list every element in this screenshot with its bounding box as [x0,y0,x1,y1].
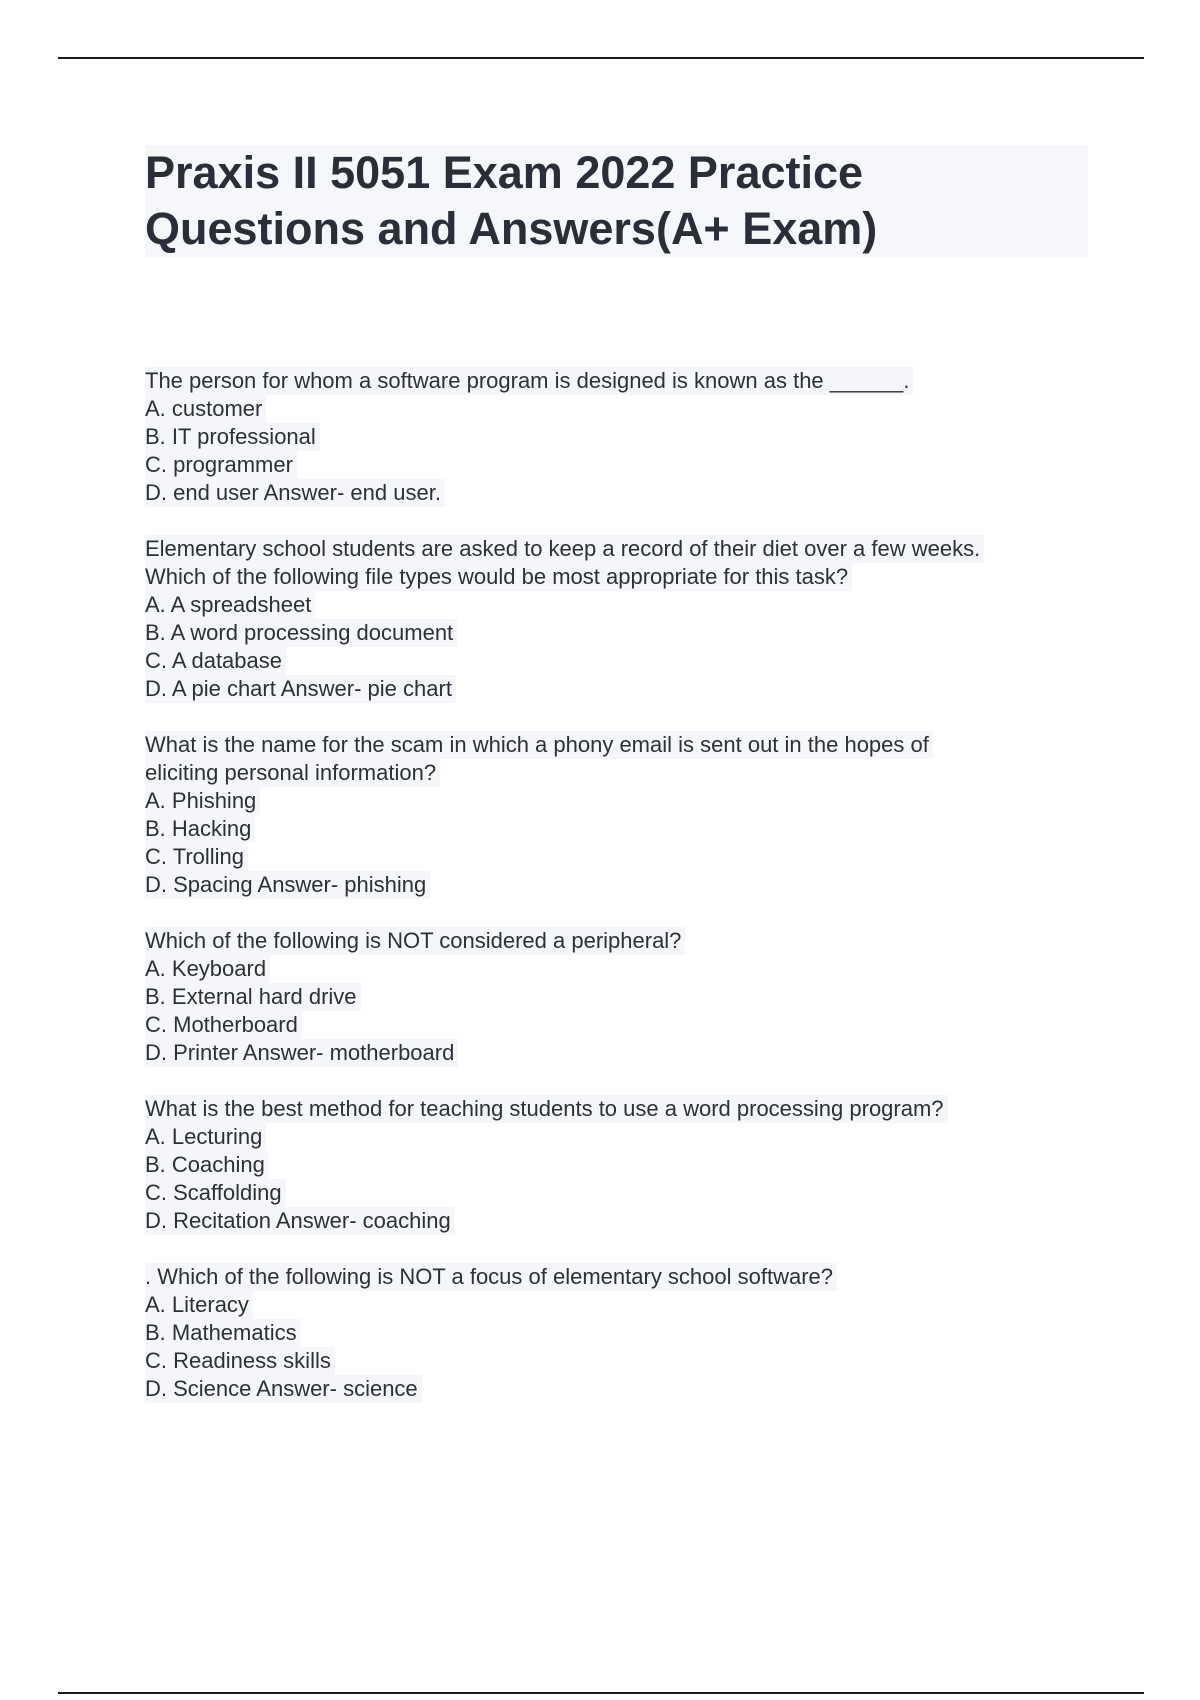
option-d-answer: D. Printer Answer- motherboard [145,1039,458,1067]
option-a: A. Lecturing [145,1123,266,1151]
option-a: A. customer [145,395,266,423]
question-text: Which of the following is NOT considered a peripheral? [145,927,685,955]
option-d-answer: D. A pie chart Answer- pie chart [145,675,456,703]
option-d-answer: D. end user Answer- end user. [145,479,445,507]
option-d-answer: D. Science Answer- science [145,1375,422,1403]
question-text: What is the best method for teaching students to use a word processing program? [145,1095,948,1123]
option-d-answer: D. Spacing Answer- phishing [145,871,430,899]
question-1 [145,367,1105,507]
question-text: . Which of the following is NOT a focus of elementary school software? [145,1263,837,1291]
option-b: B. External hard drive [145,983,361,1011]
question-2 [145,535,1105,703]
question-list [145,367,1105,1431]
option-d-answer: D. Recitation Answer- coaching [145,1207,455,1235]
question-3 [145,731,1105,899]
question-6 [145,1263,1105,1403]
option-c: C. Trolling [145,843,248,871]
document-title [145,145,1088,257]
question-text: The person for whom a software program is designed is known as the ______. [145,367,913,395]
option-c: C. A database [145,647,286,675]
question-text: Elementary school students are asked to keep a record of their diet over a few weeks. [145,535,984,563]
option-c: C. Readiness skills [145,1347,335,1375]
question-text: What is the name for the scam in which a phony email is sent out in the hopes of [145,731,933,759]
bottom-divider [58,1692,1144,1694]
top-divider [58,57,1144,59]
question-text-continued: eliciting personal information? [145,759,440,787]
question-5 [145,1095,1105,1235]
option-a: A. Phishing [145,787,260,815]
option-a: A. Keyboard [145,955,270,983]
option-b: B. Coaching [145,1151,269,1179]
option-c: C. Scaffolding [145,1179,286,1207]
question-4 [145,927,1105,1067]
option-b: B. Mathematics [145,1319,301,1347]
option-c: C. programmer [145,451,297,479]
question-text-continued: Which of the following file types would be most appropriate for this task? [145,563,852,591]
option-c: C. Motherboard [145,1011,302,1039]
option-b: B. IT professional [145,423,320,451]
title-line-1: Praxis II 5051 Exam 2022 Practice [145,147,864,198]
option-a: A. Literacy [145,1291,253,1319]
option-b: B. A word processing document [145,619,457,647]
option-a: A. A spreadsheet [145,591,315,619]
option-b: B. Hacking [145,815,255,843]
title-line-2: Questions and Answers(A+ Exam) [145,203,878,254]
